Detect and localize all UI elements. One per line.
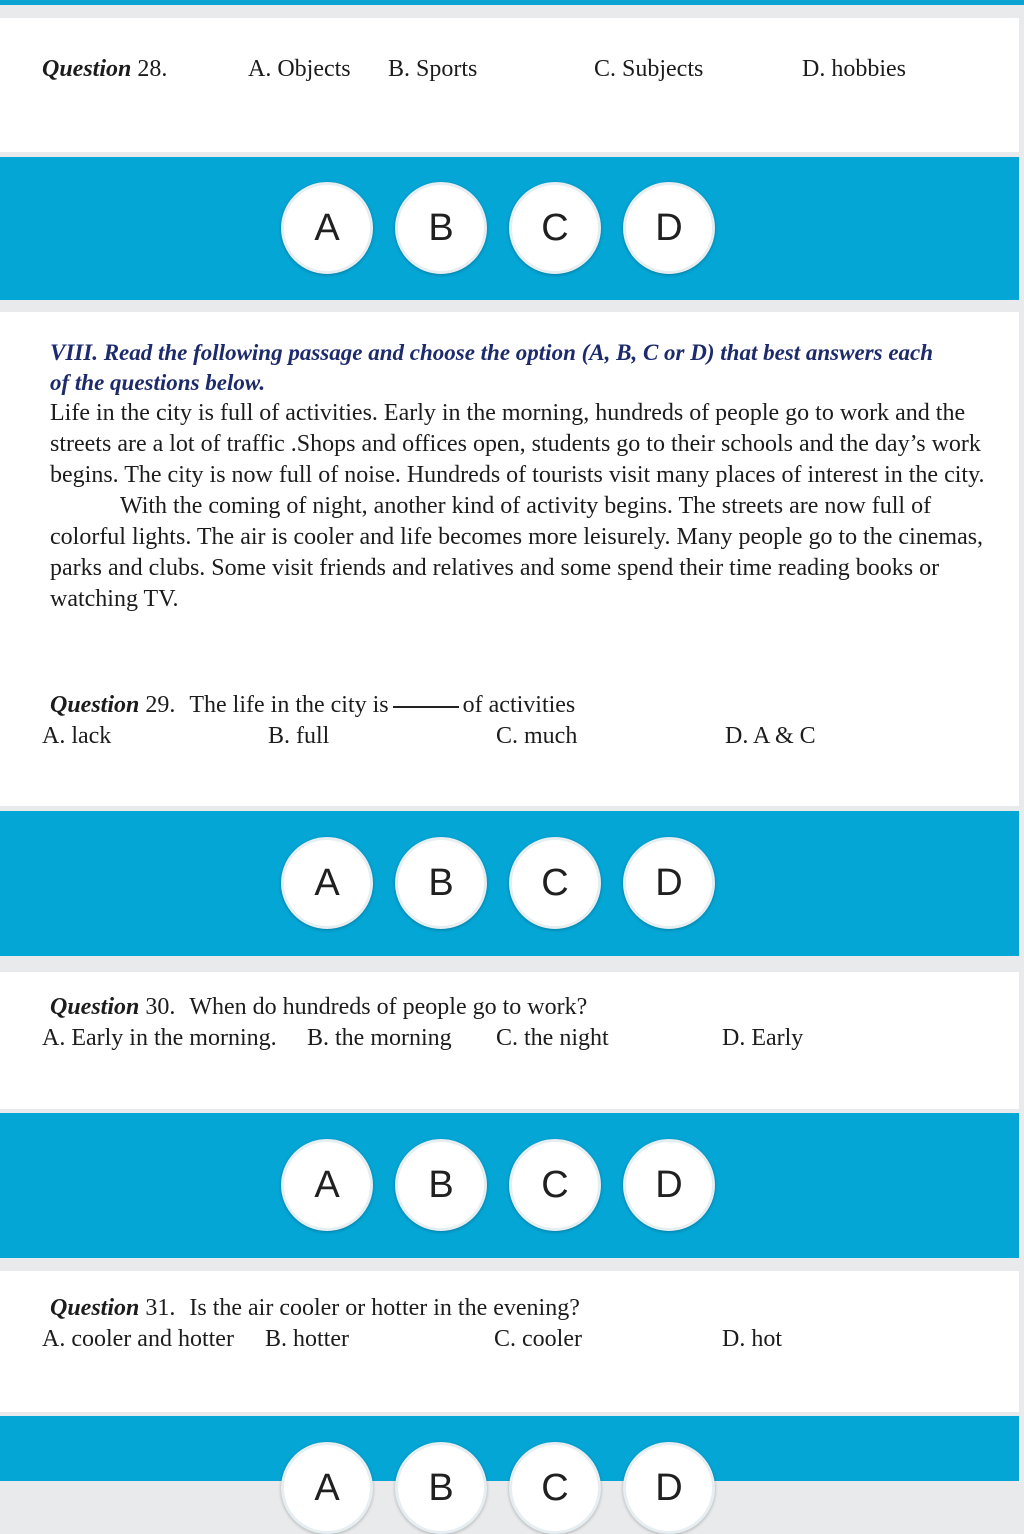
answer-c-button[interactable]: C	[509, 837, 601, 929]
question-29-stem-end: of activities	[462, 692, 576, 718]
question-number: 30.	[145, 994, 176, 1020]
option-d-text: D. Early	[722, 1025, 804, 1051]
answer-b-button[interactable]: B	[395, 1139, 487, 1231]
option-b-text: B. Sports	[388, 56, 478, 82]
answer-c-button[interactable]: C	[509, 1139, 601, 1231]
question-number: 31.	[145, 1295, 176, 1321]
answer-b-button[interactable]: B	[395, 1442, 487, 1534]
section-instruction: VIII. Read the following passage and choose the option (A, B, C or D) that best answers each of the questions below.	[50, 340, 934, 395]
answer-d-button[interactable]: D	[623, 837, 715, 929]
answer-a-button[interactable]: A	[281, 1139, 373, 1231]
answer-b-button[interactable]: B	[395, 182, 487, 274]
option-d-text: D. hot	[722, 1326, 782, 1352]
question-29-stem-start: The life in the city is	[189, 692, 389, 718]
question-label: Question	[42, 56, 132, 82]
answer-band-q31	[0, 1416, 1019, 1509]
question-label: Question	[50, 1295, 140, 1321]
option-c-text: C. the night	[496, 1025, 609, 1051]
answer-d-button[interactable]: D	[623, 1139, 715, 1231]
passage-paragraph-1: Life in the city is full of activities. Early in the morning, hundreds of people go to work and the streets are a lot of traffic .Shops and offices open, students go to their schools and the day’s work begins. The city is now full of noise. Hundreds of tourists visit many places of interest in the city.	[50, 400, 985, 488]
option-b-text: B. the morning	[307, 1025, 452, 1051]
question-30-stem: When do hundreds of people go to work?	[189, 994, 588, 1020]
option-b-text: B. hotter	[265, 1326, 349, 1352]
option-a-text: A. lack	[42, 723, 112, 749]
option-c-text: C. Subjects	[594, 56, 704, 82]
question-label: Question	[50, 692, 140, 718]
top-accent-bar	[0, 0, 1024, 5]
option-c-text: C. cooler	[494, 1326, 582, 1352]
option-d-text: D. hobbies	[802, 56, 906, 82]
answer-a-button[interactable]: A	[281, 1442, 373, 1534]
option-a-text: A. Early in the morning.	[42, 1025, 277, 1051]
question-30-title	[50, 994, 587, 1021]
question-28-card	[0, 18, 1019, 152]
question-number: 29.	[145, 692, 176, 718]
answer-a-button[interactable]: A	[281, 837, 373, 929]
answer-c-button[interactable]: C	[509, 1442, 601, 1534]
answer-d-button[interactable]: D	[623, 1442, 715, 1534]
answer-band-q29	[0, 811, 1019, 956]
question-number: 28.	[137, 56, 168, 82]
question-31-card	[0, 1271, 1019, 1412]
option-a-text: A. cooler and hotter	[42, 1326, 234, 1352]
answer-a-button[interactable]: A	[281, 182, 373, 274]
answer-band-q28	[0, 157, 1019, 300]
reading-passage	[50, 398, 985, 615]
option-b-text: B. full	[268, 723, 330, 749]
option-a-text: A. Objects	[248, 56, 351, 82]
option-d-text: D. A & C	[725, 723, 816, 749]
answer-d-button[interactable]: D	[623, 182, 715, 274]
option-c-text: C. much	[496, 723, 578, 749]
question-31-stem: Is the air cooler or hotter in the evening?	[189, 1295, 580, 1321]
question-label: Question	[50, 994, 140, 1020]
question-31-title	[50, 1295, 580, 1322]
answer-c-button[interactable]: C	[509, 182, 601, 274]
question-28-title	[42, 56, 167, 83]
passage-paragraph-2: With the coming of night, another kind of activity begins. The streets are now full of colorful lights. The air is cooler and life becomes more leisurely. Many people go to the cinemas, parks and clubs. Some visit friends and relatives and some spend their time reading books or watching TV.	[50, 493, 984, 612]
question-29-title	[50, 692, 575, 719]
answer-b-button[interactable]: B	[395, 837, 487, 929]
fill-in-blank	[393, 706, 459, 708]
answer-band-q30	[0, 1113, 1019, 1258]
question-30-card	[0, 972, 1019, 1109]
